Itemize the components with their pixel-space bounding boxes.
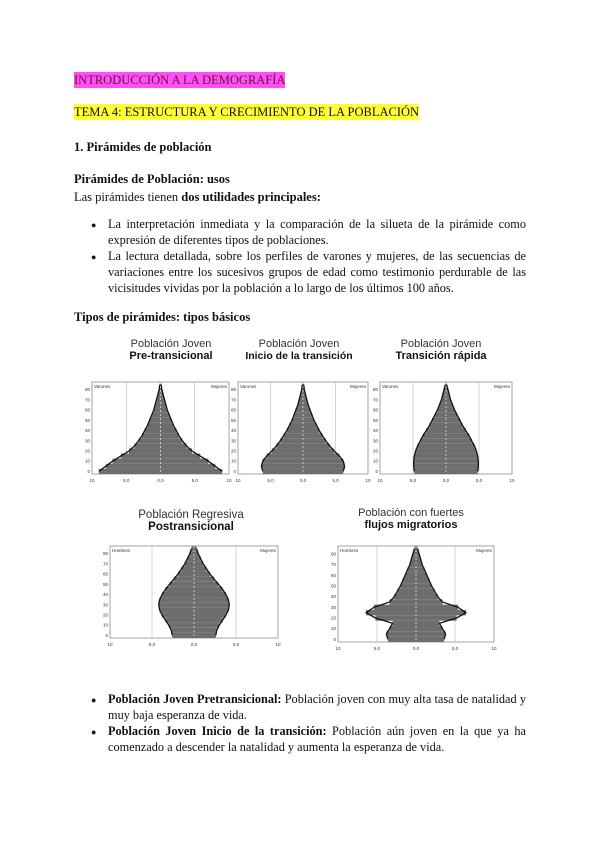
bar-right-age-10: [446, 459, 478, 464]
chart-3-title: Población Joven Transición rápida: [395, 338, 487, 362]
age-tick-label: 10: [372, 458, 378, 464]
age-tick-label: 60: [102, 571, 108, 577]
x-tick-label: 10: [377, 478, 383, 483]
bar-right-age-5: [446, 464, 478, 469]
bar-left-age-25: [418, 443, 446, 448]
bar-left-age-5: [414, 464, 446, 469]
age-tick-label: 0: [333, 636, 336, 642]
x-tick-label: 5,0: [451, 646, 459, 651]
right-sex-label: Mujeres: [493, 384, 510, 389]
bar-left-age-45: [289, 423, 303, 428]
age-tick-label: 10: [84, 458, 90, 464]
bar-left-age-40: [287, 428, 303, 433]
bar-right-age-10: [161, 459, 209, 464]
bar-right-age-30: [161, 438, 183, 443]
bar-left-age-85: [191, 546, 194, 551]
bar-right-age-60: [416, 573, 427, 578]
age-tick-label: 40: [102, 592, 108, 598]
age-tick-label: 50: [372, 417, 378, 423]
pyramid-chart-4: [98, 540, 284, 652]
bar-left-age-35: [423, 433, 446, 438]
age-tick-label: 20: [330, 615, 336, 621]
age-tick-label: 70: [102, 561, 108, 567]
bar-left-age-15: [121, 454, 161, 459]
bar-right-age-30: [194, 602, 229, 607]
bar-left-age-15: [414, 454, 446, 459]
bar-left-age-50: [292, 418, 303, 423]
bar-right-age-25: [194, 607, 228, 612]
bar-right-age-20: [446, 448, 476, 453]
definition-item-2: Población Joven Inicio de la transición: Población aún joven en la que ya ha comenzado a descender la natalidad y aumenta la esperanza de vida.: [108, 724, 526, 754]
section-title: 1. Pirámides de población: [74, 140, 212, 154]
bar-left-age-30: [280, 438, 303, 443]
bar-left-age-0: [263, 469, 303, 474]
bullet-icon: ●: [91, 220, 97, 230]
age-tick-label: 40: [230, 428, 236, 434]
age-tick-label: 30: [84, 438, 90, 444]
bar-right-age-0: [194, 633, 216, 638]
age-tick-label: 20: [84, 448, 90, 454]
bar-left-age-40: [426, 428, 446, 433]
bar-right-age-30: [446, 438, 472, 443]
course-title: INTRODUCCIÓN A LA DEMOGRAFÍA: [74, 73, 286, 87]
age-tick-label: 30: [230, 438, 236, 444]
bar-right-age-35: [446, 433, 469, 438]
bar-left-age-25: [160, 607, 194, 612]
bar-left-age-55: [174, 577, 194, 582]
bar-left-age-5: [261, 464, 303, 469]
x-tick-label: 0,0: [442, 478, 450, 483]
bar-left-age-20: [416, 448, 446, 453]
bar-right-age-35: [416, 599, 443, 604]
x-tick-label: 5,0: [373, 646, 381, 651]
bar-left-age-0: [414, 469, 446, 474]
bar-left-age-35: [142, 433, 160, 438]
chart-1-title: Población Joven Pre-transicional: [129, 338, 213, 362]
x-tick-label: 10: [491, 646, 497, 651]
bar-right-age-20: [194, 612, 226, 617]
bar-right-age-50: [194, 582, 218, 587]
bar-right-age-40: [446, 428, 466, 433]
bar-right-age-25: [446, 443, 474, 448]
age-tick-label: 0: [233, 468, 236, 474]
bar-left-age-60: [178, 572, 194, 577]
bar-right-age-50: [416, 583, 432, 588]
intro-paragraph: [74, 189, 321, 205]
age-tick-label: 0: [87, 468, 90, 474]
bar-right-age-15: [416, 621, 439, 626]
x-tick-label: 10: [89, 478, 95, 483]
bar-right-age-40: [303, 428, 319, 433]
pyramid-chart-3: [368, 376, 518, 488]
left-sex-label: Hombres: [112, 548, 131, 553]
bar-left-age-30: [159, 602, 194, 607]
age-tick-label: 30: [372, 438, 378, 444]
bar-left-age-15: [267, 454, 303, 459]
bar-right-age-50: [161, 418, 172, 423]
bar-right-age-15: [303, 454, 339, 459]
x-tick-label: 5,0: [409, 478, 417, 483]
bar-right-age-20: [303, 448, 334, 453]
bar-left-age-50: [170, 582, 194, 587]
bar-right-age-55: [416, 578, 429, 583]
bar-right-age-15: [194, 618, 223, 623]
bar-left-age-5: [106, 464, 161, 469]
bar-right-age-50: [446, 418, 460, 423]
age-tick-label: 80: [330, 551, 336, 557]
bar-right-age-25: [161, 443, 187, 448]
x-tick-label: 0,0: [157, 478, 164, 483]
bar-right-age-5: [161, 464, 216, 469]
bar-left-age-50: [150, 418, 161, 423]
bullet-icon: ●: [91, 695, 97, 705]
bar-left-age-45: [165, 587, 194, 592]
bar-right-age-55: [194, 577, 214, 582]
bar-right-age-10: [194, 623, 219, 628]
x-tick-label: 0,0: [190, 642, 198, 647]
age-tick-label: 40: [372, 428, 378, 434]
age-tick-label: 50: [84, 417, 90, 423]
bar-right-age-55: [303, 413, 312, 418]
x-tick-label: 10: [235, 478, 241, 483]
bar-left-age-40: [162, 592, 194, 597]
bar-left-age-15: [393, 621, 416, 626]
age-tick-label: 60: [372, 407, 378, 413]
bar-right-age-0: [446, 469, 478, 474]
bar-right-age-40: [194, 592, 226, 597]
bar-left-age-45: [430, 423, 447, 428]
x-tick-label: 0,0: [412, 646, 420, 651]
age-tick-label: 70: [84, 397, 90, 403]
bar-right-age-15: [446, 454, 478, 459]
bar-left-age-0: [99, 469, 161, 474]
age-tick-label: 40: [84, 428, 90, 434]
age-tick-label: 0: [375, 468, 378, 474]
bar-right-age-45: [161, 423, 174, 428]
bar-right-age-45: [416, 589, 435, 594]
age-tick-label: 0: [105, 632, 108, 638]
age-tick-label: 10: [230, 458, 236, 464]
definition-item-1: Población Joven Pretransicional: Población joven con muy alta tasa de natalidad y muy baja esperanza de vida.: [108, 692, 526, 722]
left-sex-label: Hombres: [340, 548, 359, 553]
age-tick-label: 80: [84, 387, 90, 393]
pyramid-chart-1: [80, 376, 235, 488]
x-tick-label: 0,0: [299, 478, 307, 483]
bar-right-age-0: [303, 469, 343, 474]
chart-4-title: Población Regresiva Postransicional: [138, 509, 244, 533]
bar-right-age-5: [303, 464, 345, 469]
age-tick-label: 30: [102, 602, 108, 608]
bar-left-age-25: [366, 610, 416, 615]
bar-left-age-30: [139, 438, 161, 443]
bar-right-age-45: [446, 423, 463, 428]
bar-left-age-0: [172, 633, 194, 638]
bar-right-age-10: [303, 459, 343, 464]
bar-right-age-35: [194, 597, 228, 602]
age-tick-label: 50: [102, 581, 108, 587]
x-tick-label: 5,0: [123, 478, 130, 483]
bar-left-age-10: [414, 459, 446, 464]
right-sex-label: Mujeres: [475, 548, 492, 553]
bar-left-age-5: [171, 628, 194, 633]
age-tick-label: 60: [230, 407, 236, 413]
age-tick-label: 60: [84, 407, 90, 413]
bar-left-age-55: [435, 413, 446, 418]
topic-title: TEMA 4: ESTRUCTURA Y CRECIMIENTO DE LA POBLACIÓN: [74, 105, 420, 119]
bar-left-age-10: [389, 626, 416, 631]
bar-right-age-20: [161, 448, 193, 453]
x-tick-label: 5,0: [148, 642, 156, 647]
age-tick-label: 20: [102, 612, 108, 618]
bar-left-age-25: [134, 443, 160, 448]
bar-left-age-40: [145, 428, 161, 433]
bar-left-age-0: [388, 637, 416, 642]
x-tick-label: 10: [509, 478, 515, 483]
age-tick-label: 70: [230, 397, 236, 403]
types-title: Tipos de pirámides: tipos básicos: [74, 310, 251, 324]
bar-right-age-5: [416, 631, 446, 636]
bar-left-age-5: [386, 631, 416, 636]
bar-left-age-10: [263, 459, 303, 464]
age-tick-label: 10: [330, 626, 336, 632]
bar-right-age-10: [416, 626, 443, 631]
bar-left-age-20: [162, 612, 194, 617]
x-tick-label: 10: [335, 646, 341, 651]
left-sex-label: Varones: [240, 384, 257, 389]
bar-right-age-35: [303, 433, 323, 438]
bullet-icon: ●: [91, 727, 97, 737]
bar-left-age-20: [272, 448, 303, 453]
bar-left-age-35: [284, 433, 304, 438]
chart-5-title: Población con fuertes flujos migratorios: [358, 507, 464, 531]
bar-left-age-60: [405, 573, 416, 578]
bar-left-age-15: [165, 618, 194, 623]
bullet-icon: ●: [91, 252, 97, 262]
age-tick-label: 20: [372, 448, 378, 454]
bar-left-age-55: [294, 413, 303, 418]
intro-plain: Las pirámides tienen: [74, 190, 182, 204]
bar-right-age-50: [303, 418, 314, 423]
left-sex-label: Varones: [382, 384, 399, 389]
bar-right-age-25: [416, 610, 466, 615]
age-tick-label: 80: [102, 551, 108, 557]
bar-left-age-45: [397, 589, 416, 594]
x-tick-label: 10: [365, 478, 371, 483]
bar-left-age-50: [400, 583, 416, 588]
bar-right-age-45: [194, 587, 223, 592]
x-tick-label: 5,0: [475, 478, 483, 483]
bullet-item-1: La interpretación inmediata y la comparación de la silueta de la pirámide como expresión de diferentes tipos de poblaciones.: [108, 217, 526, 247]
bar-left-age-25: [276, 443, 303, 448]
pyramid-chart-2: [226, 376, 374, 488]
right-sex-label: Mujeres: [210, 384, 227, 389]
age-tick-label: 80: [372, 387, 378, 393]
age-tick-label: 70: [330, 562, 336, 568]
bar-right-age-0: [416, 637, 444, 642]
x-tick-label: 5,0: [267, 478, 274, 483]
chart-2-title: Población Joven Inicio de la transición: [245, 338, 353, 362]
section-subtitle: Pirámides de Población: usos: [74, 172, 230, 186]
bar-left-age-35: [389, 599, 416, 604]
x-tick-label: 10: [226, 478, 232, 483]
x-tick-label: 10: [275, 642, 281, 647]
age-tick-label: 50: [230, 417, 236, 423]
right-sex-label: Mujeres: [259, 548, 276, 553]
bar-right-age-40: [161, 428, 177, 433]
bar-right-age-40: [416, 594, 438, 599]
bar-left-age-10: [113, 459, 161, 464]
bar-right-age-35: [161, 433, 179, 438]
age-tick-label: 20: [230, 448, 236, 454]
age-tick-label: 50: [330, 583, 336, 589]
bar-left-age-50: [432, 418, 446, 423]
age-tick-label: 80: [230, 387, 236, 393]
x-tick-label: 10: [107, 642, 113, 647]
bar-right-age-0: [161, 469, 223, 474]
bar-right-age-60: [194, 572, 210, 577]
bar-left-age-40: [394, 594, 416, 599]
bullet-item-2: La lectura detallada, sobre los perfiles de varones y mujeres, de las secuencias de variaciones entre los sucesivos grupos de edad como testimonio perdurable de las vicisitudes vividas por la población a lo largo de los últimos 100 años.: [108, 249, 526, 295]
bar-left-age-55: [403, 578, 416, 583]
bar-right-age-30: [303, 438, 326, 443]
x-tick-label: 5,0: [332, 478, 339, 483]
bar-left-age-30: [420, 438, 446, 443]
bar-right-age-5: [194, 628, 217, 633]
bar-left-age-35: [160, 597, 194, 602]
bar-right-age-55: [446, 413, 457, 418]
age-tick-label: 30: [330, 604, 336, 610]
bar-left-age-10: [169, 623, 194, 628]
bar-right-age-85: [194, 546, 197, 551]
age-tick-label: 70: [372, 397, 378, 403]
x-tick-label: 5,0: [191, 478, 198, 483]
bar-right-age-25: [303, 443, 330, 448]
x-tick-label: 5,0: [232, 642, 240, 647]
age-tick-label: 60: [330, 572, 336, 578]
bar-right-age-45: [303, 423, 317, 428]
right-sex-label: Mujeres: [349, 384, 366, 389]
bar-left-age-45: [147, 423, 160, 428]
bar-left-age-20: [129, 448, 161, 453]
left-sex-label: Varones: [94, 384, 111, 389]
bar-right-age-15: [161, 454, 201, 459]
intro-bold: dos utilidades principales:: [181, 190, 321, 204]
pyramid-chart-5: [326, 540, 500, 656]
age-tick-label: 40: [330, 594, 336, 600]
age-tick-label: 10: [102, 622, 108, 628]
